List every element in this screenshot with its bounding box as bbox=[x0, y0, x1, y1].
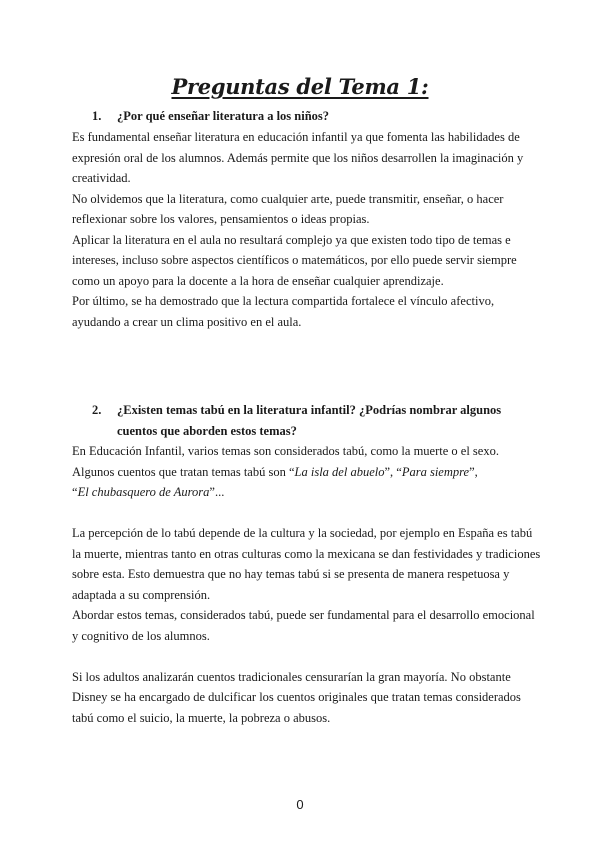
question-1-number: 1. bbox=[92, 109, 102, 123]
story-title: La isla del abuelo bbox=[294, 464, 385, 479]
answer-2-paragraph: Si los adultos analizarán cuentos tradicionales censurarían la gran mayoría. No obstante Disney se ha encargado de dulcificar los cuentos originales que tratan temas considerados tabú como el suicio, la muerte, la pobreza o abusos. bbox=[72, 669, 521, 725]
answer-2-intro: En Educación Infantil, varios temas son considerados tabú, como la muerte o el sexo. bbox=[72, 444, 499, 458]
answer-2-paragraph: La percepción de lo tabú depende de la cultura y la sociedad, por ejemplo en España es tabú la muerte, mientras tanto en otras culturas como la mexicana se dan festividades y tradiciones sobre esta. Esto demuestra que no hay temas tabú si se presenta de manera respetuosa y adaptada a su comprensión. bbox=[72, 526, 541, 602]
question-1-text: ¿Por qué enseñar literatura a los niños? bbox=[117, 109, 330, 123]
answer-2 bbox=[72, 441, 542, 728]
answer-1-paragraph: Aplicar la literatura en el aula no resultará complejo ya que existen todo tipo de temas e intereses, incluso sobre aspectos científicos o matemáticos, por ello puede servir siempre como un apoyo para la docente a la hora de enseñar cualquier aprendizaje. bbox=[72, 232, 517, 288]
question-2-number: 2. bbox=[92, 403, 102, 417]
story-title: El chubasquero de Aurora bbox=[77, 485, 210, 499]
answer-2-paragraph: Abordar estos temas, considerados tabú, puede ser fundamental para el desarrollo emocional y cognitivo de los alumnos. bbox=[72, 608, 535, 643]
story-title: Para siempre bbox=[401, 464, 470, 479]
question-2 bbox=[92, 400, 532, 442]
page-title: Preguntas del Tema 1: bbox=[171, 74, 429, 99]
question-1 bbox=[92, 106, 532, 127]
answer-1-paragraph: Por último, se ha demostrado que la lectura compartida fortalece el vínculo afectivo, ayudando a crear un clima positivo en el aula. bbox=[72, 294, 495, 329]
answer-1 bbox=[72, 127, 542, 332]
answer-1-paragraph: No olvidemos que la literatura, como cualquier arte, puede transmitir, enseñar, o hacer reflexionar sobre los valores, pensamientos o ideas propias. bbox=[72, 191, 504, 226]
answer-1-paragraph: Es fundamental enseñar literatura en educación infantil ya que fomenta las habilidades de expresión oral de los alumnos. Además permite que los niños desarrollen la imaginación y creatividad. bbox=[72, 130, 524, 185]
question-2-text: ¿Existen temas tabú en la literatura infantil? ¿Podrías nombrar algunos cuentos que aborden estos temas? bbox=[117, 403, 502, 438]
story-list: Algunos cuentos que tratan temas tabú son “La isla del abuelo”, “Para siempre”, “El chubasquero de Aurora”... bbox=[72, 464, 478, 499]
page-number: 0 bbox=[296, 797, 304, 812]
